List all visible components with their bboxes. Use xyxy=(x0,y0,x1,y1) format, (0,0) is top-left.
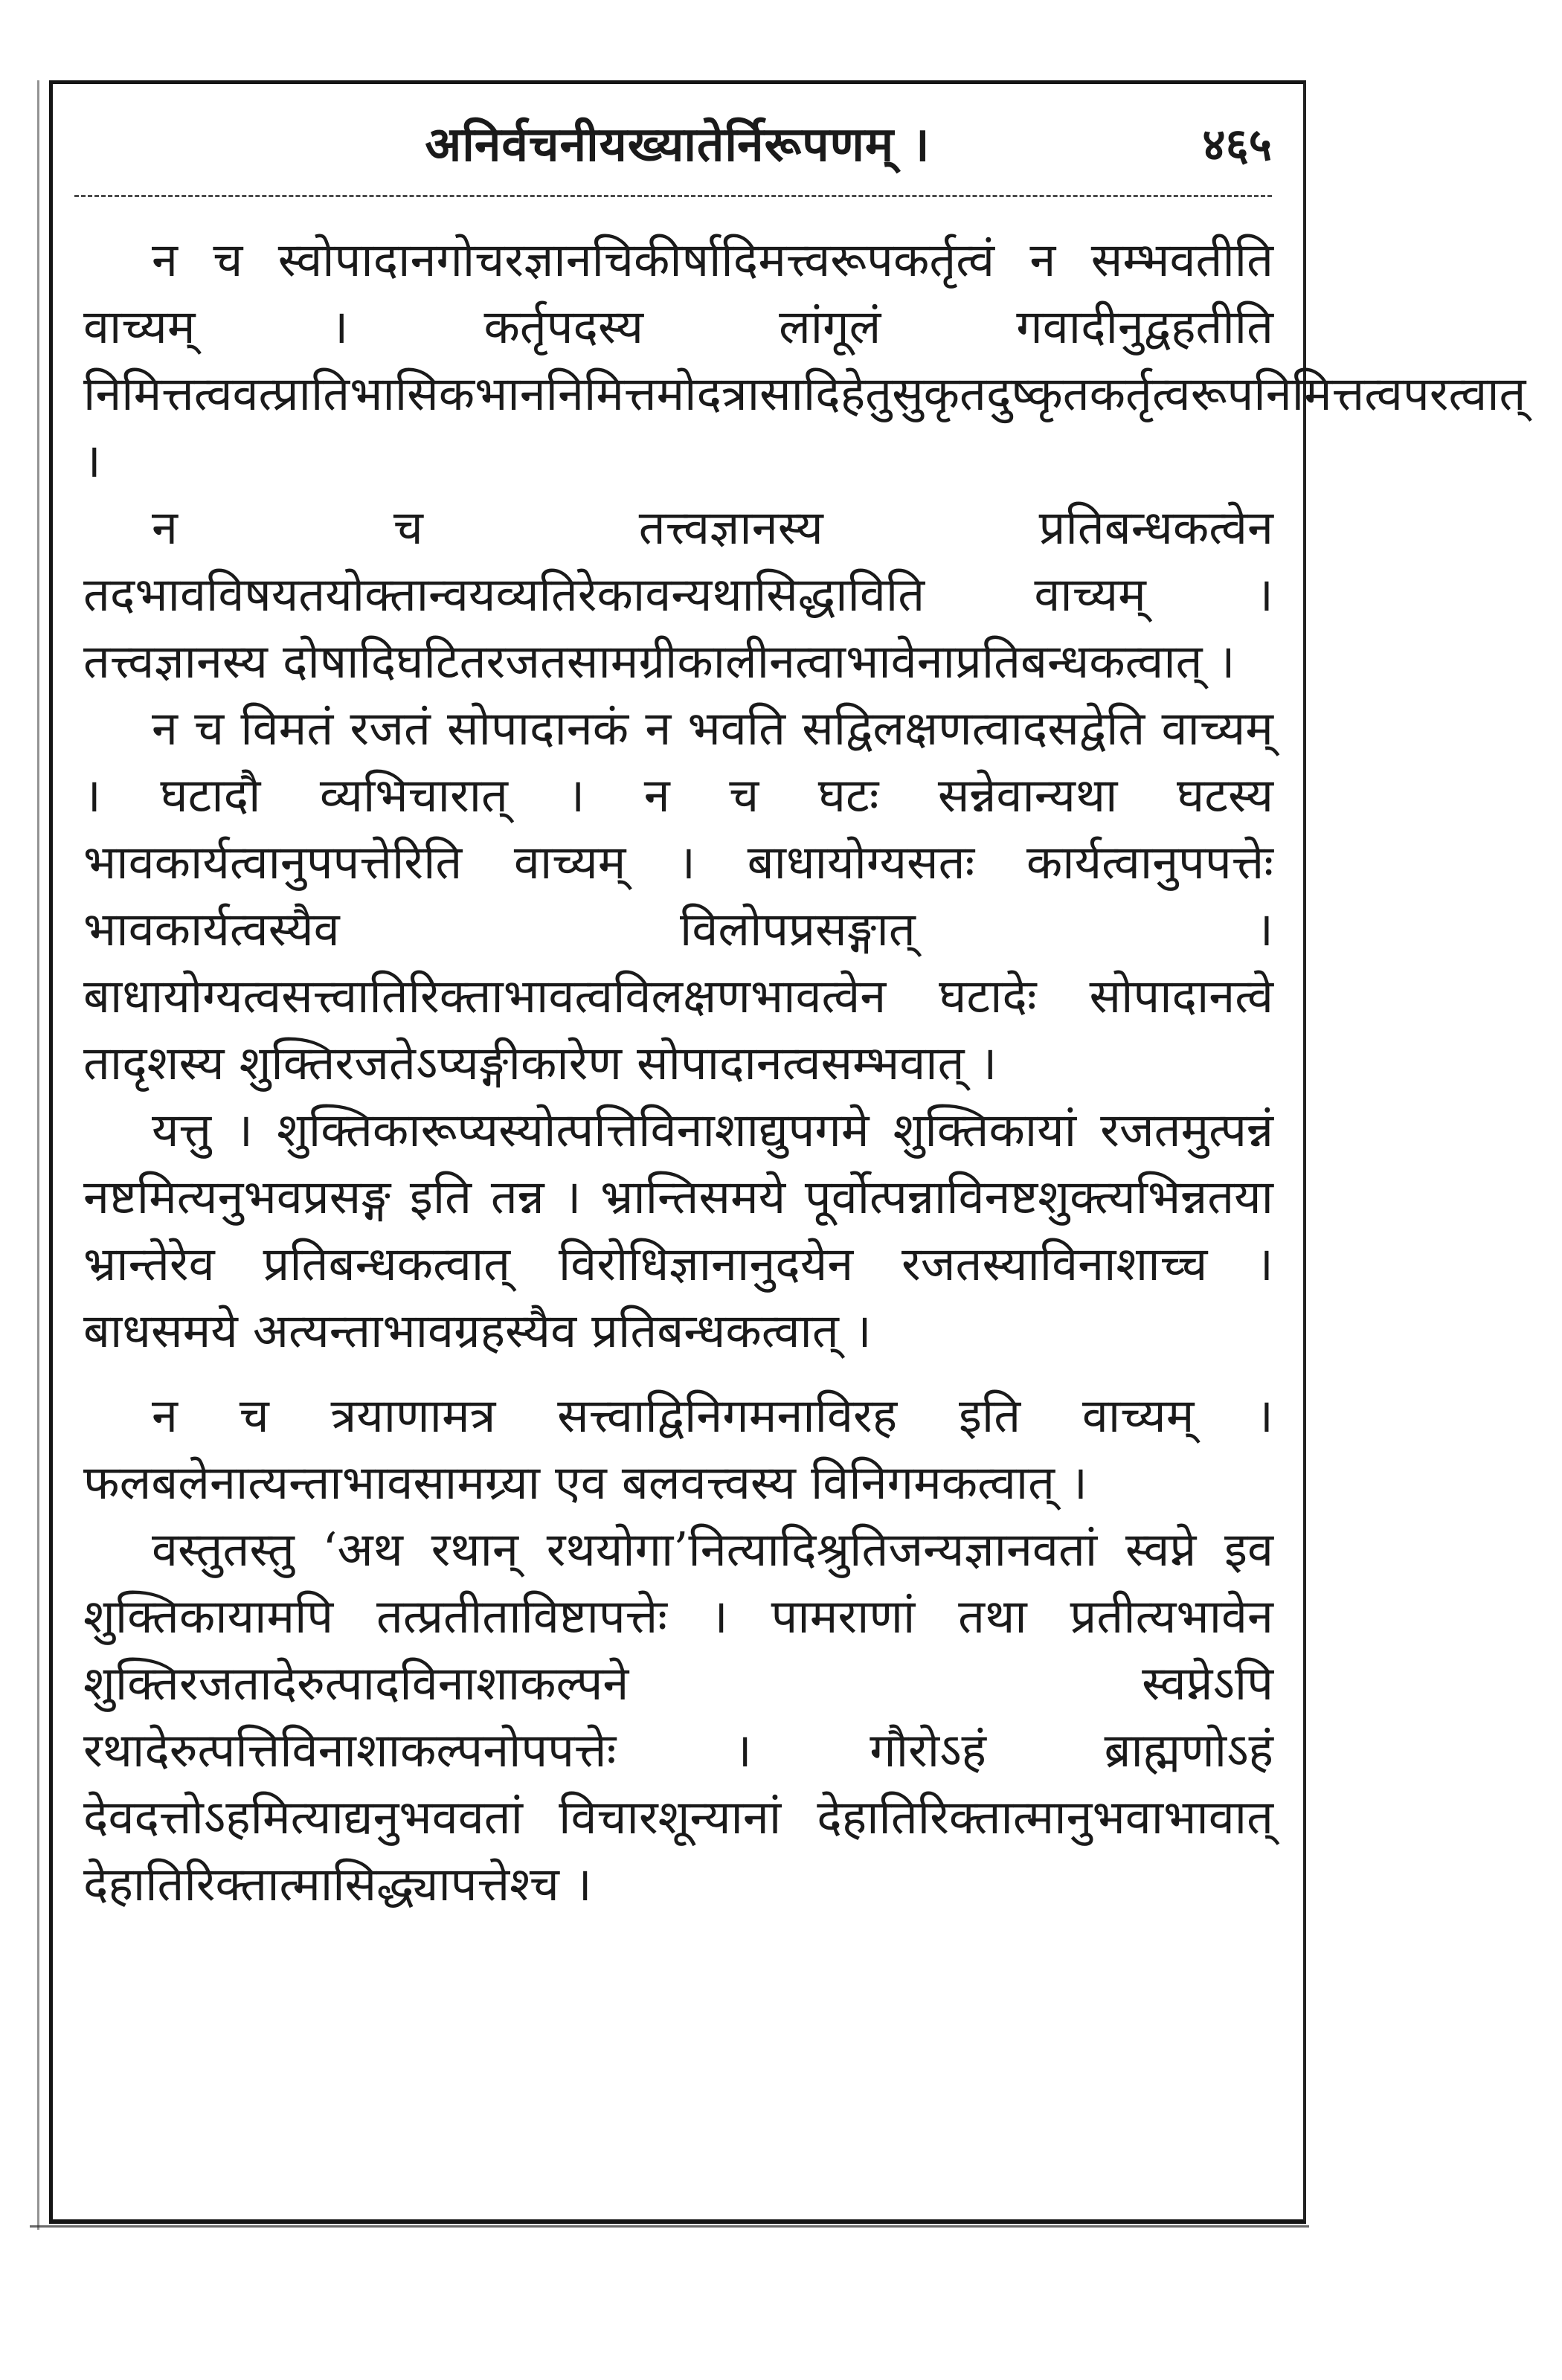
paragraph-1: न च स्वोपादानगोचरज्ञानचिकीर्षादिमत्त्वरूपकर्तृत्वं न सम्भवतीति वाच्यम् । कर्तृपदस्य लांगूलं गवादीनुद्वहतीति निमित्तत्ववत्प्रातिभासिकभाननिमित्तमोदत्रासादिहेतुसुकृतदुष्कृतकर्तृत्वरूपनिमित्तत्वपरत्वात् । xyxy=(83,233,1526,488)
paragraph-6: वस्तुतस्तु ‘अथ रथान् रथयोगा’नित्यादिश्रुतिजन्यज्ञानवतां स्वप्ने इव शुक्तिकायामपि तत्प्रतीताविष्टापत्तेः । पामराणां तथा प्रतीत्यभावेन शुक्तिरजतादेरुत्पादविनाशाकल्पने स्वप्नेऽपि रथादेरुत्पत्तिविनाशाकल्पनोपपत्तेः । गौरोऽहं ब्राह्मणोऽहं देवदत्तोऽहमित्याद्यनुभववतां विचारशून्यानां देहातिरिक्तात्मानुभवाभावात् देहातिरिक्तात्मासिद्ध्यापत्तेश्च । xyxy=(83,1522,1273,1911)
paragraph-2: न च तत्त्वज्ञानस्य प्रतिबन्धकत्वेन तदभावविषयतयोक्तान्वयव्यतिरेकावन्यथासिद्धाविति वाच्यम् । तत्त्वज्ञानस्य दोषादिघटितरजतसामग्रीकालीनत्वाभावेनाप्रतिबन्धकत्वात् । xyxy=(83,501,1273,689)
paragraph-3: न च विमतं रजतं सोपादानकं न भवति सद्विलक्षणत्वादसद्वेति वाच्यम् । घटादौ व्यभिचारात् । न च घटः सन्नेवान्यथा घटस्य भावकार्यत्वानुपपत्तेरिति वाच्यम् । बाधायोग्यसतः कार्यत्वानुपपत्तेः भावकार्यत्वस्यैव विलोपप्रसङ्गात् । बाधायोग्यत्वसत्त्वातिरिक्ताभावत्वविलक्षणभावत्वेन घटादेः सोपादानत्वे तादृशस्य शुक्तिरजतेऽप्यङ्गीकारेण सोपादानत्वसम्भवात् । xyxy=(83,701,1273,1090)
frame-bottom-rule xyxy=(30,2225,1309,2228)
page-number: ४६५ xyxy=(1202,119,1272,171)
text-body xyxy=(83,227,1526,1918)
header-divider xyxy=(74,195,1272,197)
running-header xyxy=(49,112,1306,178)
running-title: अनिर्वचनीयख्यातेर्निरूपणम् । xyxy=(425,117,931,173)
paragraph-5: न च त्रयाणामत्र सत्त्वाद्विनिगमनाविरह इति वाच्यम् । फलबलेनात्यन्ताभावसामग्र्या एव बलवत्त्वस्य विनिगमकत्वात् । xyxy=(83,1389,1273,1510)
paragraph-4: यत्तु । शुक्तिकारूप्यस्योत्पत्तिविनाशाद्युपगमे शुक्तिकायां रजतमुत्पन्नं नष्टमित्यनुभवप्रसङ्ग इति तन्न । भ्रान्तिसमये पूर्वोत्पन्नाविनष्टशुक्त्यभिन्नतया भ्रान्तेरेव प्रतिबन्धकत्वात् विरोधिज्ञानानुदयेन रजतस्याविनाशाच्च । बाधसमये अत्यन्ताभावग्रहस्यैव प्रतिबन्धकत्वात् । xyxy=(83,1103,1273,1358)
frame-outer-left-rule xyxy=(37,80,39,2230)
